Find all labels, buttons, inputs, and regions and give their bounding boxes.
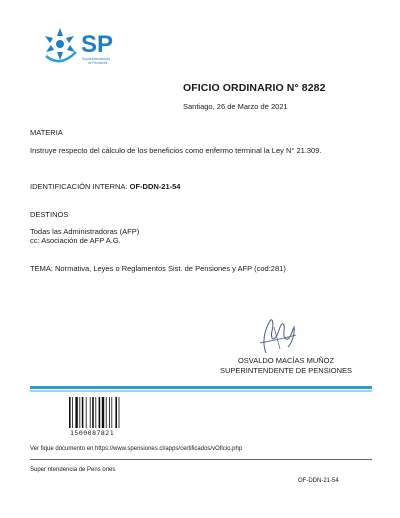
materia-text: Instruye respecto del cálculo de los beneficios como enfermo terminal la Ley N° 21.309.: [30, 146, 322, 155]
barcode-bar: [115, 397, 117, 428]
destinos-line-2: cc: Asociación de AFP A.G.: [30, 236, 121, 245]
barcode-bar: [90, 397, 91, 428]
barcode-bar: [99, 397, 101, 428]
barcode-bar: [82, 397, 84, 428]
identificacion-interna: [30, 182, 180, 191]
identificacion-code: OF-DDN-21-54: [129, 182, 181, 191]
destinos-label: DESTINOS: [30, 210, 69, 219]
document-date: Santiago, 26 de Marzo de 2021: [183, 102, 288, 111]
logo-initials: SP: [81, 31, 114, 58]
barcode-bar: [106, 397, 107, 428]
footer-left: Super ntendencia de Pens ones: [30, 467, 116, 473]
divider-light: [30, 390, 372, 392]
barcode-bar: [75, 397, 77, 428]
document-title: OFICIO ORDINARIO N° 8282: [183, 82, 326, 94]
tema-text: TEMA: Normativa, Leyes o Reglamentos Sist. de Pensiones y AFP (cod:281): [30, 264, 286, 273]
footer-right: OF-DDN-21-54: [298, 478, 339, 484]
barcode-bar: [69, 397, 71, 428]
barcode-number: 1500087821: [70, 429, 115, 437]
barcode-bar: [92, 397, 94, 428]
superintendencia-logo: [38, 22, 128, 68]
logo-subtitle-2: de Pensiones: [88, 61, 108, 65]
signatory-name: OSVALDO MACÍAS MUÑOZ: [237, 356, 335, 365]
signatory-role: SUPERINTENDENTE DE PENSIONES: [219, 366, 353, 375]
footer-divider: [30, 459, 372, 460]
barcode-bar: [79, 397, 80, 428]
handwritten-signature: [252, 313, 302, 357]
barcode-bar: [102, 397, 104, 428]
sp-logo-icon: [38, 22, 128, 68]
barcode-bar: [109, 397, 110, 428]
barcode-bar: [111, 397, 112, 428]
divider-blue: [30, 386, 372, 389]
barcode-bar: [72, 397, 73, 428]
verify-text: Ver fique documento en https://www.spensiones.cl/apps/certificados/vOficio.php: [30, 446, 243, 452]
barcode-bar: [86, 397, 87, 428]
barcode-bar: [95, 397, 96, 428]
materia-label: MATERIA: [30, 128, 63, 137]
barcode: [68, 397, 124, 428]
logo-subtitle-1: Superintendencia: [82, 57, 110, 61]
identificacion-label: IDENTIFICACIÓN INTERNA:: [30, 182, 128, 191]
barcode-bar: [119, 397, 120, 428]
destinos-line-1: Todas las Administradoras (AFP): [30, 227, 140, 236]
